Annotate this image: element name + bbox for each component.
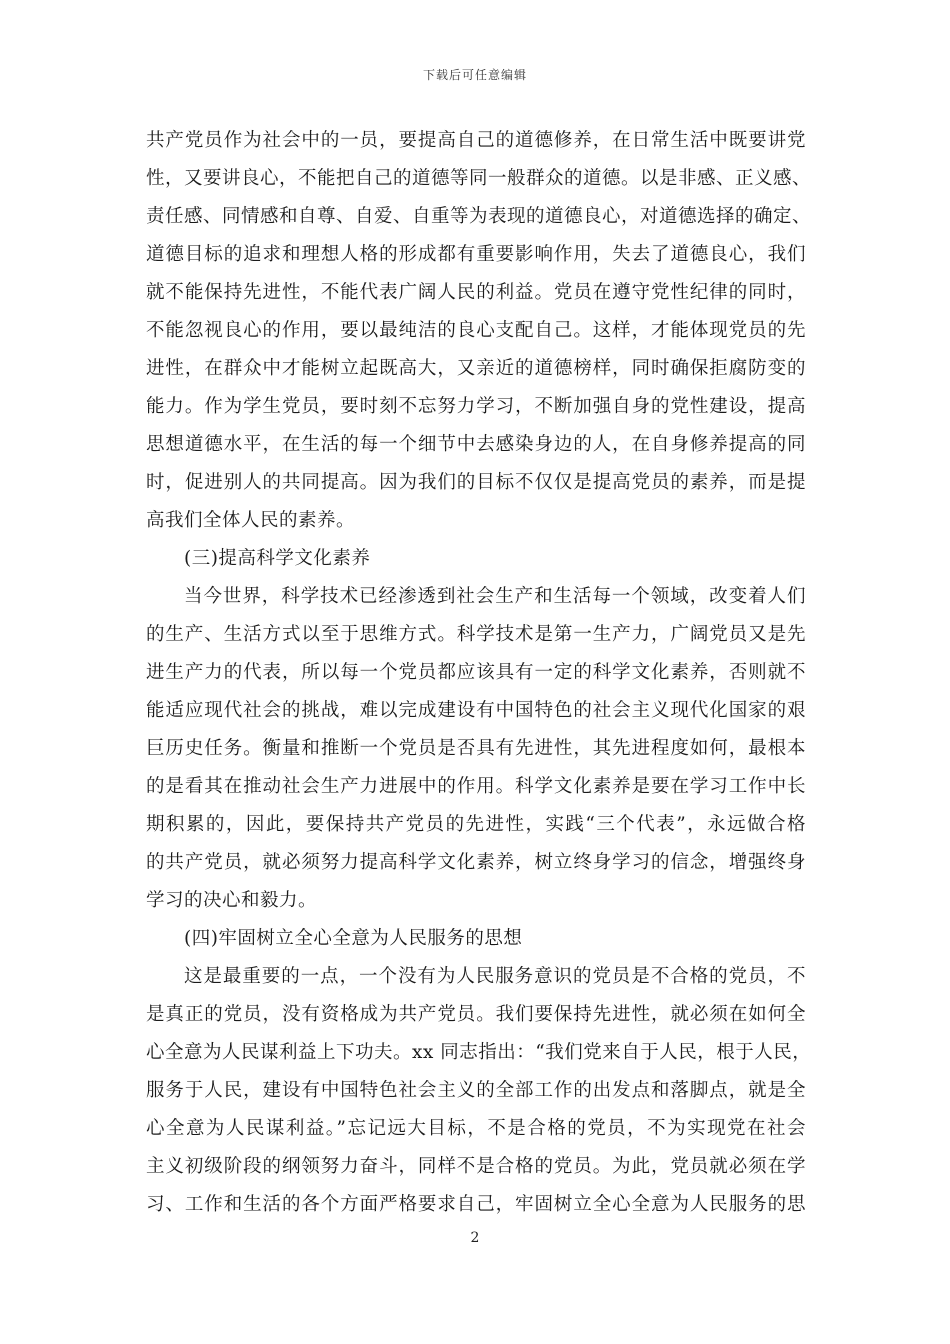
text-line: 服务于人民，建设有中国特色社会主义的全部工作的出发点和落脚点，就是全 [146, 1080, 806, 1101]
text-line: 巨历史任务。衡量和推断一个党员是否具有先进性，其先进程度如何，最根本 [146, 738, 806, 759]
text-line: 责任感、同情感和自尊、自爱、自重等为表现的道德良心，对道德选择的确定、 [146, 206, 812, 227]
text-line: 进性，在群众中才能树立起既高大，又亲近的道德榜样，同时确保拒腐防变的 [146, 358, 806, 379]
text-line: 能力。作为学生党员，要时刻不忘努力学习，不断加强自身的党性建设，提高 [146, 396, 806, 417]
text-line: 的共产党员，就必须努力提高科学文化素养，树立终身学习的信念，增强终身 [146, 852, 806, 873]
text-line: 就不能保持先进性，不能代表广阔人民的利益。党员在遵守党性纪律的同时， [146, 282, 806, 303]
paragraph-end-line: 高我们全体人民的素养。 [146, 510, 356, 531]
text-line: 道德目标的追求和理想人格的形成都有重要影响作用，失去了道德良心，我们 [146, 244, 806, 265]
text-line: 是真正的党员，没有资格成为共产党员。我们要保持先进性，就必须在如何全 [146, 1004, 806, 1025]
text-line: 能适应现代社会的挑战，难以完成建设有中国特色的社会主义现代化国家的艰 [146, 700, 806, 721]
text-line: 的生产、生活方式以至于思维方式。科学技术是第一生产力，广阔党员又是先 [146, 624, 806, 645]
text-line: 不能忽视良心的作用，要以最纯洁的良心支配自己。这样，才能体现党员的先 [146, 320, 806, 341]
text-line: 主义初级阶段的纲领努力奋斗，同样不是合格的党员。为此，党员就必须在学 [146, 1156, 806, 1177]
text-line: 共产党员作为社会中的一员，要提高自己的道德修养，在日常生活中既要讲党 [146, 130, 806, 151]
text-line: 心全意为人民谋利益上下功夫。xx 同志指出：“我们党来自于人民，根于人民， [146, 1042, 812, 1063]
page-header: 下载后可任意编辑 [422, 68, 527, 82]
text-line: 习、工作和生活的各个方面严格要求自己，牢固树立全心全意为人民服务的思 [146, 1194, 806, 1215]
text-line: 性，又要讲良心，不能把自己的道德等同一般群众的道德。以是非感、正义感、 [146, 168, 812, 189]
text-line: 当今世界，科学技术已经渗透到社会生产和生活每一个领域，改变着人们 [184, 586, 806, 607]
text-line: 时，促进别人的共同提高。因为我们的目标不仅仅是提高党员的素养，而是提 [146, 472, 806, 493]
text-line: 思想道德水平，在生活的每一个细节中去感染身边的人，在自身修养提高的同 [146, 434, 806, 455]
text-line: 这是最重要的一点，一个没有为人民服务意识的党员是不合格的党员，不 [184, 966, 806, 987]
text-line: 进生产力的代表，所以每一个党员都应该具有一定的科学文化素养，否则就不 [146, 662, 806, 683]
paragraph-end-line: 学习的决心和毅力。 [146, 890, 318, 911]
document-body [146, 122, 812, 1224]
paragraph-end-line: (四)牢固树立全心全意为人民服务的思想 [184, 928, 523, 949]
page-number: 2 [470, 1230, 480, 1246]
text-line: 期积累的，因此，要保持共产党员的先进性，实践“三个代表”，永远做合格 [146, 814, 806, 835]
paragraph-end-line: (三)提高科学文化素养 [184, 548, 371, 569]
text-line: 的是看其在推动社会生产力进展中的作用。科学文化素养是要在学习工作中长 [146, 776, 806, 797]
text-line: 心全意为人民谋利益。”忘记远大目标，不是合格的党员，不为实现党在社会 [146, 1118, 806, 1139]
